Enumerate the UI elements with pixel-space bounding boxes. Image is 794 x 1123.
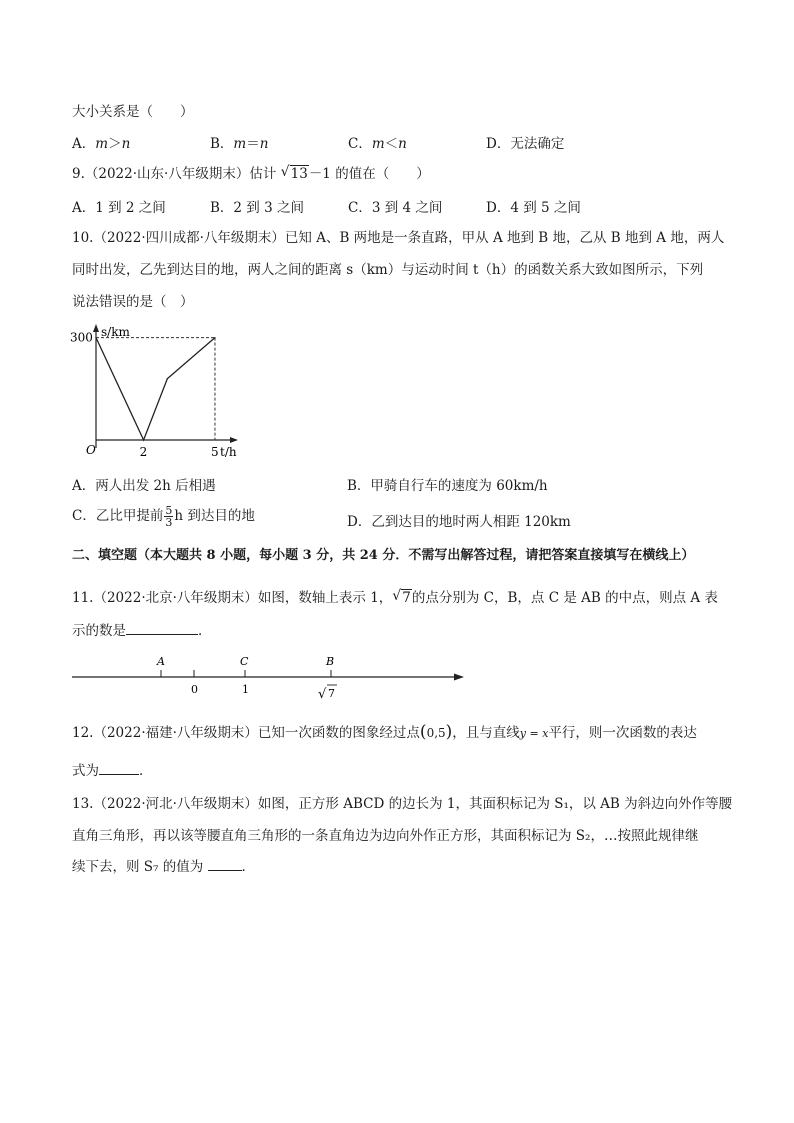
section-title-fill-in: 二、填空题（本大题共 8 小题，每小题 3 分，共 24 分．不需写出解答过程，请把答案直接填写在横线上） (72, 548, 695, 563)
fraction: $\frac{5}{3}$ (165, 504, 173, 529)
q9-option-c[interactable]: C．3 到 4 之间 (348, 200, 443, 216)
tick-label-1: 1 (242, 683, 249, 696)
x-axis-title: t/h (220, 445, 237, 459)
x-tick-label-5: 5 (210, 445, 219, 459)
y-axis-arrow (93, 324, 99, 332)
q11-radical: √ 7 (392, 588, 411, 606)
distance-series-line (96, 338, 215, 440)
q12-stem-line1: 12.（2022·福建·八年级期末）已知一次函数的图象经过点(0,5)，且与直线y = x平行，则一次函数的表达 (72, 722, 697, 742)
point-b-label: B (326, 655, 335, 668)
q9-option-b[interactable]: B．2 到 3 之间 (210, 200, 304, 216)
q10-stem-line2: 同时出发，乙先到达目的地，两人之间的距离 s（km）与运动时间 t（h）的函数关系大致如图所示，下列 (72, 262, 704, 278)
paren-right: ) (445, 722, 453, 742)
q11-stem-line2: 示的数是 ． (72, 620, 212, 641)
answer-blank[interactable] (126, 620, 198, 635)
tick-label-0: 0 (191, 683, 198, 696)
q13-stem-line1: 13.（2022·河北·八年级期末）如图，正方形 ABCD 的边长为 1，其面积标记为 S₁，以 AB 为斜边向外作等腰 (72, 796, 733, 812)
q10-stem-line3: 说法错误的是（ ） (72, 294, 194, 310)
q10-option-c[interactable]: C．乙比甲提前 $\frac{5}{3}$ h 到达目的地 (72, 504, 255, 529)
y-tick-label-300: 300 (70, 330, 93, 345)
q12-stem-line2: 式为 ． (72, 760, 153, 781)
q10-option-d[interactable]: D．乙到达目的地时两人相距 120km (347, 514, 571, 530)
answer-blank[interactable] (99, 760, 139, 775)
q9-option-a[interactable]: A．1 到 2 之间 (72, 200, 166, 216)
x-tick-label-2: 2 (139, 445, 148, 459)
q9-stem: 9.（2022·山东·八年级期末）估计 √ 13－1 的值在（ ） (72, 164, 430, 182)
q10-stem-line1: 10.（2022·四川成都·八年级期末）已知 A、B 两地是一条直路，甲从 A 地到 B 地，乙从 B 地到 A 地，两人 (72, 230, 725, 246)
data-point-3 (214, 337, 215, 338)
x-axis-arrow (230, 437, 238, 443)
q10-option-a[interactable]: A．两人出发 2h 后相遇 (72, 478, 216, 494)
origin-label: O (86, 443, 96, 457)
data-point-0 (95, 337, 96, 338)
data-point-1 (143, 439, 144, 440)
q9-radical: √ 13 (280, 164, 308, 182)
q8-option-d[interactable]: D．无法确定 (486, 136, 565, 152)
answer-blank[interactable] (208, 856, 242, 871)
y-axis-title: s/km (101, 325, 130, 339)
point-c-label: C (240, 655, 249, 668)
q8-option-c[interactable]: C．m＜n (348, 136, 407, 152)
sqrt7-label: 7 (328, 687, 335, 700)
q13-stem-line3: 续下去，则 S₇ 的值为 ． (72, 856, 255, 877)
q11-number-line (68, 652, 468, 702)
q13-stem-line2: 直角三角形，再以该等腰直角三角形的一条直角边为边向外作正方形，其面积标记为 S₂，…按照此规律继 (72, 828, 699, 844)
q8-option-a[interactable]: A．m＞n (72, 136, 131, 152)
number-line-arrow (454, 674, 464, 681)
paren-left: ( (419, 722, 427, 742)
sqrt-symbol: √ (318, 687, 327, 702)
q8-tail: 大小关系是（ ） (72, 104, 194, 120)
data-point-2 (167, 378, 168, 379)
q8-option-b[interactable]: B．m＝n (210, 136, 269, 152)
q10-graph (68, 322, 258, 462)
q10-option-b[interactable]: B．甲骑自行车的速度为 60km/h (347, 478, 548, 494)
q11-stem-line1: 11.（2022·北京·八年级期末）如图，数轴上表示 1， √ 7的点分别为 C，B，点 C 是 AB 的中点，则点 A 表 (72, 588, 718, 606)
point-a-label: A (157, 655, 165, 668)
q9-option-d[interactable]: D．4 到 5 之间 (486, 200, 581, 216)
